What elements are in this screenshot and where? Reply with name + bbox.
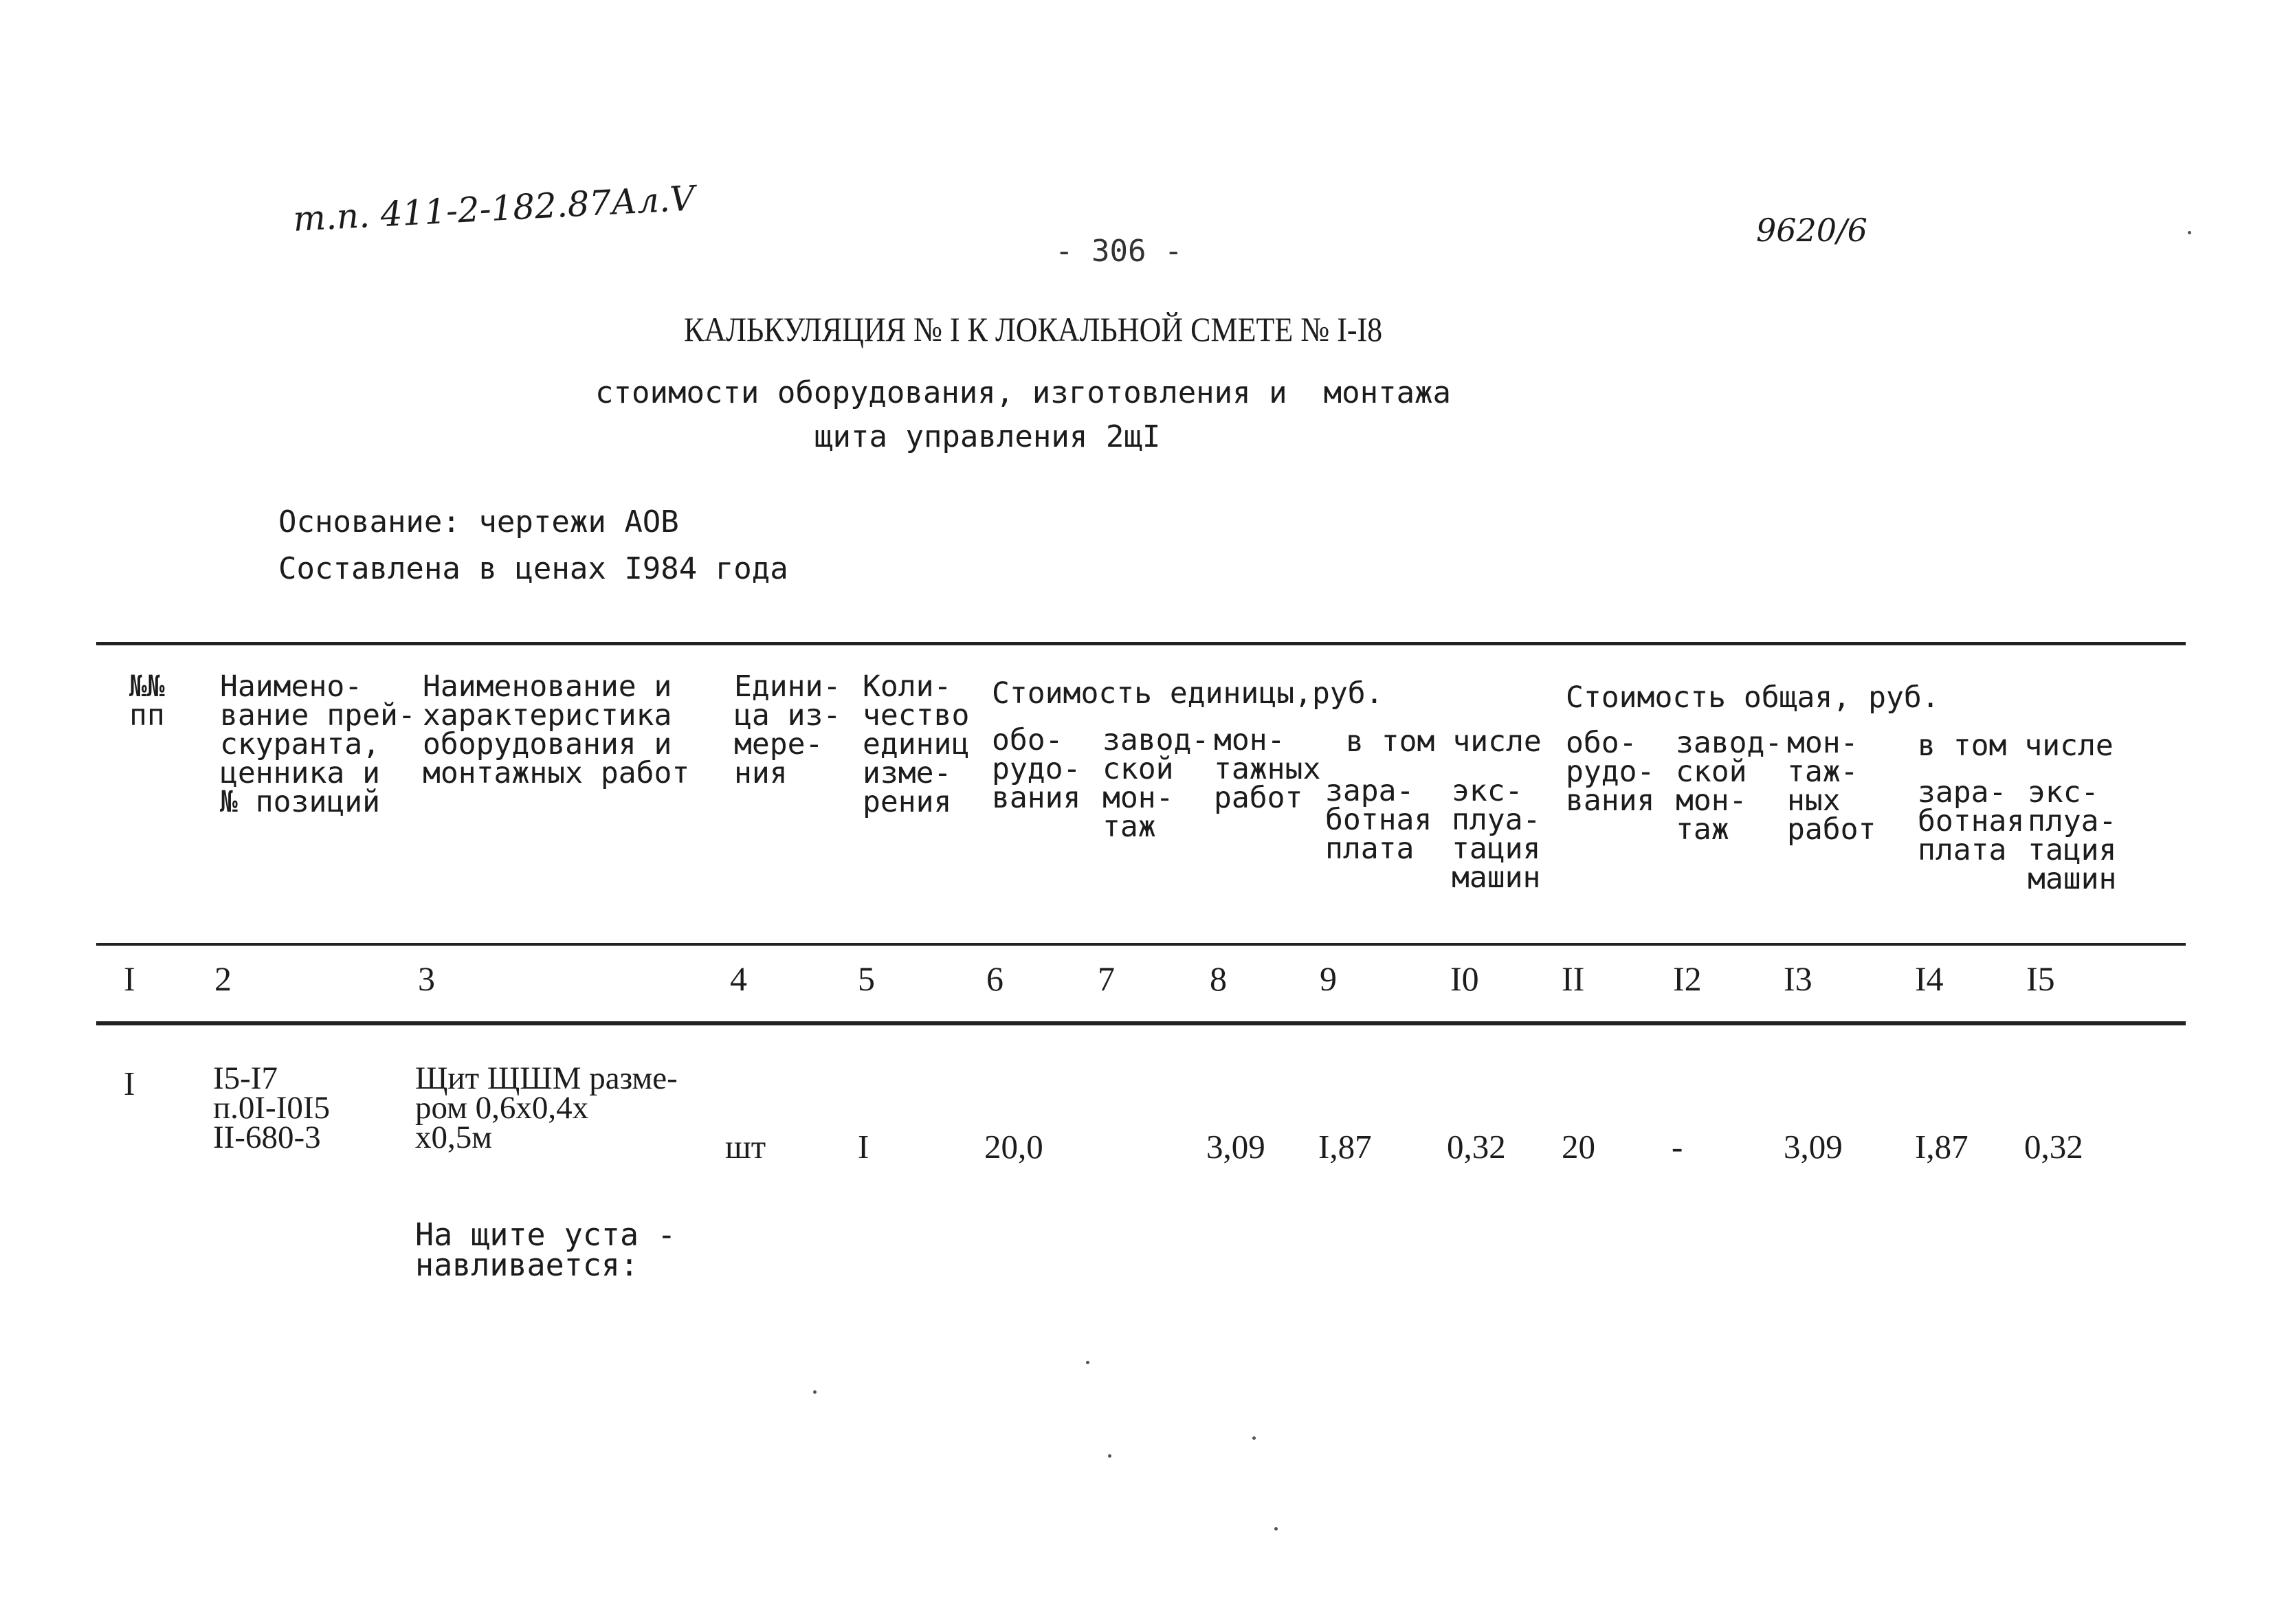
price-reference: I5-I7 п.0I-I0I5 II-680-3 bbox=[213, 1060, 331, 1155]
unit-wage-cost: I,87 bbox=[1318, 1128, 1372, 1166]
item-name: Щит ЩШМ разме- ром 0,6х0,4х х0,5м bbox=[415, 1060, 678, 1155]
header-col-9: зара- ботная плата bbox=[1325, 774, 1432, 866]
document-subtitle: стоимости оборудования, изготовления и монтажа bbox=[595, 375, 1452, 410]
unit-equipment-cost: 20,0 bbox=[984, 1128, 1043, 1166]
header-col-2: Наимено- вание прей- скуранта, ценника и № позиций bbox=[220, 669, 416, 819]
unit-machines-cost: 0,32 bbox=[1447, 1128, 1506, 1166]
document-subtitle-2: щита управления 2щI bbox=[814, 419, 1161, 454]
scan-speck bbox=[1274, 1527, 1278, 1531]
project-code: т.п. 411-2-182.87Ал.V bbox=[292, 178, 696, 239]
column-number: I3 bbox=[1784, 959, 1812, 998]
header-col-1: №№ пп bbox=[129, 669, 165, 733]
unit-install-cost: 3,09 bbox=[1206, 1128, 1265, 1166]
archive-number: 9620/6 bbox=[1756, 212, 1867, 249]
column-number: 7 bbox=[1098, 959, 1115, 998]
column-number: 2 bbox=[214, 959, 232, 998]
document-title: КАЛЬКУЛЯЦИЯ № I К ЛОКАЛЬНОЙ СМЕТЕ № I-I8 bbox=[684, 310, 1383, 348]
header-col-11: обо- рудо- вания bbox=[1566, 726, 1655, 818]
total-machines-cost: 0,32 bbox=[2024, 1128, 2083, 1166]
header-col-10: экс- плуа- тация машин bbox=[1452, 774, 1541, 895]
header-col-4: Едини- ца из- мере- ния bbox=[734, 669, 841, 790]
header-col-8: мон- тажных работ bbox=[1214, 723, 1321, 815]
column-number: II bbox=[1562, 959, 1585, 998]
column-number: 5 bbox=[858, 959, 875, 998]
column-number: I0 bbox=[1450, 959, 1479, 998]
header-unit-incl: в том числе bbox=[1346, 724, 1542, 759]
quantity: I bbox=[858, 1128, 869, 1166]
table-top-rule bbox=[96, 642, 2186, 645]
header-col-12: завод- ской мон- таж bbox=[1676, 726, 1783, 847]
header-col-13: мон- таж- ных работ bbox=[1787, 726, 1876, 847]
column-number: I bbox=[124, 959, 135, 998]
unit-of-measure: шт bbox=[725, 1128, 766, 1166]
basis-line: Основание: чертежи АОВ bbox=[278, 504, 679, 540]
header-bottom-rule bbox=[96, 943, 2186, 946]
scan-speck bbox=[813, 1390, 817, 1394]
header-col-5: Коли- чество единиц изме- рения bbox=[863, 669, 970, 819]
total-wage-cost: I,87 bbox=[1915, 1128, 1969, 1166]
column-number: 3 bbox=[418, 959, 435, 998]
header-col-15: экс- плуа- тация машин bbox=[2028, 775, 2117, 896]
header-col-3: Наименование и характеристика оборудования и монтажных работ bbox=[423, 669, 690, 790]
header-total-cost-group: Стоимость общая, руб. bbox=[1566, 680, 1940, 715]
column-number: I4 bbox=[1915, 959, 1944, 998]
column-number: 4 bbox=[730, 959, 747, 998]
column-numbers-bottom-rule bbox=[96, 1021, 2186, 1025]
column-number: I5 bbox=[2026, 959, 2055, 998]
prices-year-line: Составлена в ценах I984 года bbox=[278, 551, 788, 586]
header-col-7: завод- ской мон- таж bbox=[1102, 723, 1210, 844]
total-factory-cost: - bbox=[1672, 1128, 1683, 1166]
column-number: 6 bbox=[986, 959, 1004, 998]
scan-speck bbox=[2188, 231, 2191, 234]
row-number: I bbox=[124, 1065, 135, 1102]
column-number: I2 bbox=[1673, 959, 1702, 998]
scan-speck bbox=[1086, 1361, 1089, 1364]
page-number: - 306 - bbox=[1055, 234, 1183, 269]
scan-speck bbox=[1252, 1436, 1256, 1440]
header-total-incl: в том числе bbox=[1918, 728, 2114, 763]
header-unit-cost-group: Стоимость единицы,руб. bbox=[992, 676, 1384, 711]
header-col-6: обо- рудо- вания bbox=[992, 723, 1081, 815]
scan-speck bbox=[1108, 1454, 1111, 1458]
column-number: 9 bbox=[1320, 959, 1337, 998]
header-col-14: зара- ботная плата bbox=[1918, 775, 2025, 867]
total-install-cost: 3,09 bbox=[1784, 1128, 1843, 1166]
total-equipment-cost: 20 bbox=[1562, 1128, 1595, 1166]
installation-note: На щите уста - навливается: bbox=[415, 1216, 676, 1283]
column-number: 8 bbox=[1210, 959, 1227, 998]
